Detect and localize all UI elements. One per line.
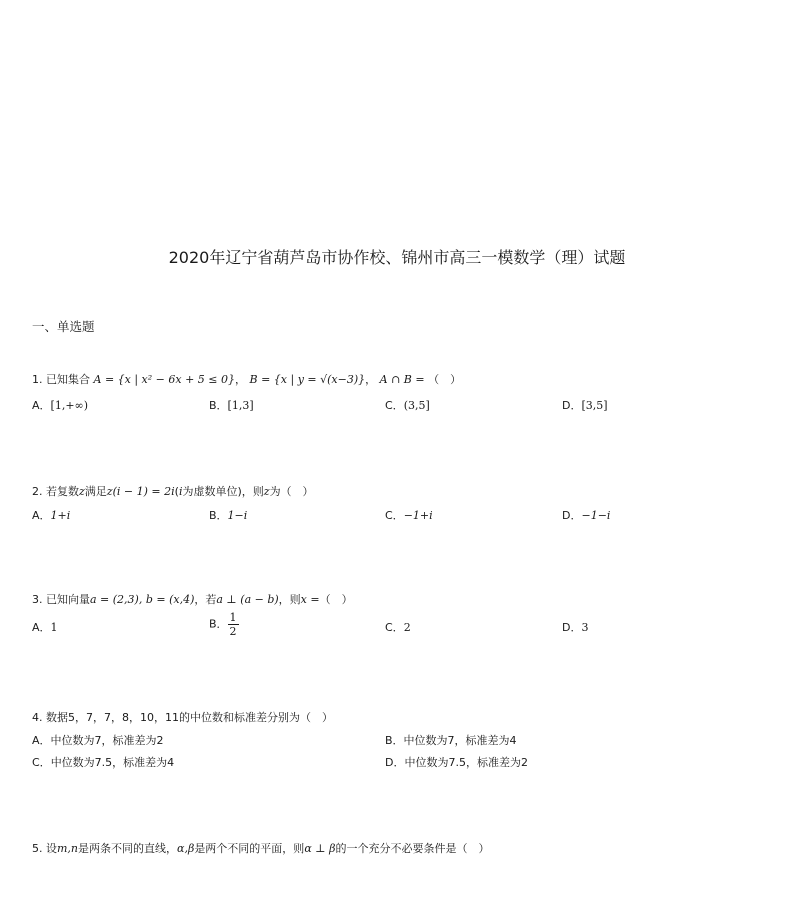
option-value: [1,+∞) — [50, 399, 88, 412]
option-a — [32, 507, 70, 523]
question-number: 1. — [32, 373, 43, 386]
option-c — [385, 397, 430, 413]
question-text: 是两个不同的平面，则 — [194, 842, 305, 855]
option-b — [209, 397, 254, 413]
option-label: C． — [32, 756, 51, 769]
section-heading: 一、单选题 — [32, 319, 95, 334]
question-text: 的一个充分不必要条件是（ ） — [335, 842, 490, 855]
answer-blank: （ ） — [428, 373, 462, 386]
option-label: B． — [209, 617, 228, 631]
option-a — [32, 397, 88, 413]
question-text: ，则 — [278, 593, 301, 606]
question-number: 4. — [32, 711, 43, 724]
option-label: A． — [32, 509, 51, 522]
equation: z(i − 1) = 2i — [106, 485, 175, 498]
question-text: 已知集合 — [46, 373, 90, 386]
option-value: −1+i — [403, 509, 433, 522]
planes-alpha-beta: α,β — [177, 842, 195, 855]
option-value: 2 — [403, 621, 411, 634]
intersection-formula: A ∩ B = — [379, 373, 425, 386]
option-label: D． — [562, 621, 582, 634]
option-value: 中位数为7，标准差为4 — [403, 734, 517, 747]
question-4 — [32, 709, 333, 725]
option-value: 3 — [581, 621, 589, 634]
option-label: A． — [32, 621, 51, 634]
question-text: 已知向量 — [46, 593, 90, 606]
question-text: ，若 — [194, 593, 217, 606]
option-label: A． — [32, 734, 51, 747]
question-1 — [32, 371, 461, 387]
option-b — [385, 732, 517, 748]
question-text: 数据5，7，7，8，10，11的中位数和标准差分别为（ ） — [46, 711, 333, 724]
option-d — [562, 619, 588, 635]
question-number: 5. — [32, 842, 43, 855]
answer-blank: （ ） — [319, 593, 353, 606]
option-a — [32, 619, 58, 635]
question-3 — [32, 591, 353, 607]
variable-i: i — [178, 485, 183, 498]
option-value: 1+i — [50, 509, 71, 522]
fraction-numerator: 1 — [229, 611, 237, 624]
option-value: 1 — [50, 621, 58, 634]
option-label: C． — [385, 399, 404, 412]
option-label: B． — [209, 399, 228, 412]
option-value: (3,5] — [403, 399, 430, 412]
question-number: 2. — [32, 485, 43, 498]
option-value: 中位数为7.5，标准差为4 — [50, 756, 175, 769]
set-b-formula: B = {x | y = √(x−3)} — [249, 373, 366, 386]
option-value: [1,3] — [227, 399, 254, 412]
option-value: 中位数为7，标准差为2 — [50, 734, 164, 747]
variable-z: z — [263, 485, 270, 498]
question-text: 是两条不同的直线， — [78, 842, 178, 855]
option-value: −1−i — [581, 509, 611, 522]
option-b — [209, 507, 247, 523]
question-text: ， — [365, 373, 377, 386]
option-label: B． — [209, 509, 228, 522]
option-c — [385, 507, 433, 523]
lines-mn: m,n — [57, 842, 79, 855]
vectors-formula: a = (2,3), b = (x,4) — [90, 593, 195, 606]
option-label: B． — [385, 734, 404, 747]
question-5 — [32, 840, 489, 856]
perpendicular-formula: a ⊥ (a − b) — [216, 593, 279, 606]
option-label: C． — [385, 621, 404, 634]
question-text: ( — [174, 485, 179, 498]
question-2 — [32, 483, 314, 499]
option-value: 中位数为7.5，标准差为2 — [404, 756, 528, 769]
question-text: 为虚数单位)，则 — [182, 485, 264, 498]
fraction-denominator: 2 — [229, 625, 237, 638]
document-title: 2020年辽宁省葫芦岛市协作校、锦州市高三一模数学（理）试题 — [168, 248, 626, 267]
option-label: D． — [385, 756, 405, 769]
option-value: 1−i — [227, 509, 248, 522]
question-number: 3. — [32, 593, 43, 606]
option-label: A． — [32, 399, 51, 412]
question-text: 满足 — [84, 485, 107, 498]
set-a-formula: A = {x | x² − 6x + 5 ≤ 0} — [93, 373, 235, 386]
option-d — [385, 754, 528, 770]
option-label: D． — [562, 399, 582, 412]
option-c — [385, 619, 411, 635]
unknown-x: x = — [300, 593, 320, 606]
question-text: ， — [235, 373, 246, 386]
perpendicular-planes: α ⊥ β — [304, 842, 336, 855]
option-d — [562, 507, 610, 523]
variable-z: z — [79, 485, 85, 498]
option-label: C． — [385, 509, 404, 522]
option-c — [32, 754, 174, 770]
option-a — [32, 732, 164, 748]
question-text: 设 — [46, 842, 57, 855]
option-value: [3,5] — [581, 399, 608, 412]
option-b — [209, 611, 239, 638]
option-label: D． — [562, 509, 582, 522]
fraction — [228, 611, 239, 638]
question-text: 若复数 — [46, 485, 79, 498]
option-d — [562, 397, 608, 413]
question-text: 为（ ） — [269, 485, 314, 498]
